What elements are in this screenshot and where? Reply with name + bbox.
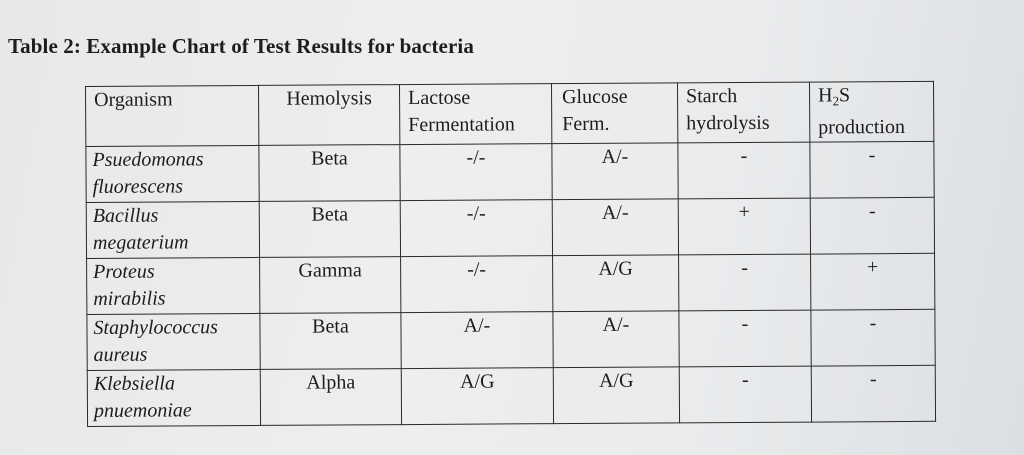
cell-h2s: - bbox=[811, 365, 935, 422]
cell-organism bbox=[87, 369, 260, 426]
organism-species: mirabilis bbox=[93, 287, 166, 310]
organism-genus: Psuedomonas bbox=[92, 148, 204, 171]
cell-organism bbox=[86, 145, 259, 202]
cell-hemolysis: Alpha bbox=[260, 369, 401, 426]
cell-h2s: - bbox=[810, 141, 934, 198]
cell-hemolysis: Gamma bbox=[260, 257, 401, 314]
cell-lactose: -/- bbox=[400, 200, 552, 257]
cell-hemolysis: Beta bbox=[259, 145, 400, 202]
header-organism bbox=[86, 85, 259, 146]
table-row bbox=[87, 309, 935, 370]
table-caption: Table 2: Example Chart of Test Results for bacteria bbox=[8, 34, 474, 58]
header-h2s-s: S bbox=[838, 84, 851, 107]
header-hemolysis-label: Hemolysis bbox=[286, 87, 372, 110]
header-starch bbox=[677, 82, 809, 143]
cell-starch: - bbox=[679, 310, 811, 367]
cell-starch: + bbox=[678, 198, 810, 255]
cell-hemolysis: Beta bbox=[259, 201, 400, 258]
header-lactose bbox=[399, 84, 551, 145]
header-h2s bbox=[809, 81, 933, 142]
cell-organism bbox=[87, 257, 260, 314]
organism-genus: Proteus bbox=[93, 260, 155, 283]
cell-hemolysis: Beta bbox=[260, 313, 401, 370]
header-lactose-line2: Fermentation bbox=[408, 113, 515, 137]
organism-species: megaterium bbox=[92, 231, 189, 254]
cell-lactose: A/G bbox=[401, 368, 553, 425]
header-h2s-line2: production bbox=[818, 115, 905, 139]
header-glucose-line1: Glucose bbox=[562, 85, 628, 109]
cell-glucose: A/G bbox=[553, 367, 679, 424]
header-h2s-h: H bbox=[818, 84, 833, 107]
organism-species: aureus bbox=[93, 343, 148, 366]
cell-lactose: A/- bbox=[401, 312, 553, 369]
header-hemolysis bbox=[258, 85, 399, 146]
cell-glucose: A/G bbox=[553, 255, 679, 312]
cell-h2s: - bbox=[810, 197, 934, 254]
cell-glucose: A/- bbox=[552, 143, 678, 200]
organism-genus: Bacillus bbox=[92, 204, 159, 227]
organism-species: pnuemoniae bbox=[93, 399, 192, 422]
header-starch-line1: Starch bbox=[686, 85, 738, 108]
header-starch-line2: hydrolysis bbox=[686, 111, 770, 135]
table-row bbox=[86, 197, 934, 258]
organism-genus: Staphylococcus bbox=[93, 316, 218, 339]
header-organism-label: Organism bbox=[94, 88, 173, 111]
cell-h2s: + bbox=[811, 253, 935, 310]
cell-starch: - bbox=[679, 366, 811, 423]
header-h2s-line1 bbox=[818, 82, 925, 115]
cell-organism bbox=[86, 201, 259, 258]
cell-glucose: A/- bbox=[552, 199, 678, 256]
cell-organism bbox=[87, 313, 260, 370]
cell-lactose: -/- bbox=[400, 144, 552, 201]
cell-starch: - bbox=[679, 254, 811, 311]
table-row bbox=[87, 253, 935, 314]
cell-lactose: -/- bbox=[401, 256, 553, 313]
header-glucose-line2: Ferm. bbox=[562, 112, 610, 136]
table-row bbox=[87, 365, 935, 426]
cell-h2s: - bbox=[811, 309, 935, 366]
cell-glucose: A/- bbox=[553, 311, 679, 368]
table-row bbox=[86, 141, 934, 202]
cell-starch: - bbox=[678, 142, 810, 199]
organism-species: fluorescens bbox=[92, 175, 184, 198]
test-results-table bbox=[85, 81, 936, 427]
header-lactose-line1: Lactose bbox=[408, 86, 471, 110]
organism-genus: Klebsiella bbox=[93, 372, 175, 395]
header-h2s-subscript: 2 bbox=[832, 93, 840, 109]
header-glucose bbox=[551, 83, 677, 144]
table-header-row bbox=[86, 81, 934, 146]
